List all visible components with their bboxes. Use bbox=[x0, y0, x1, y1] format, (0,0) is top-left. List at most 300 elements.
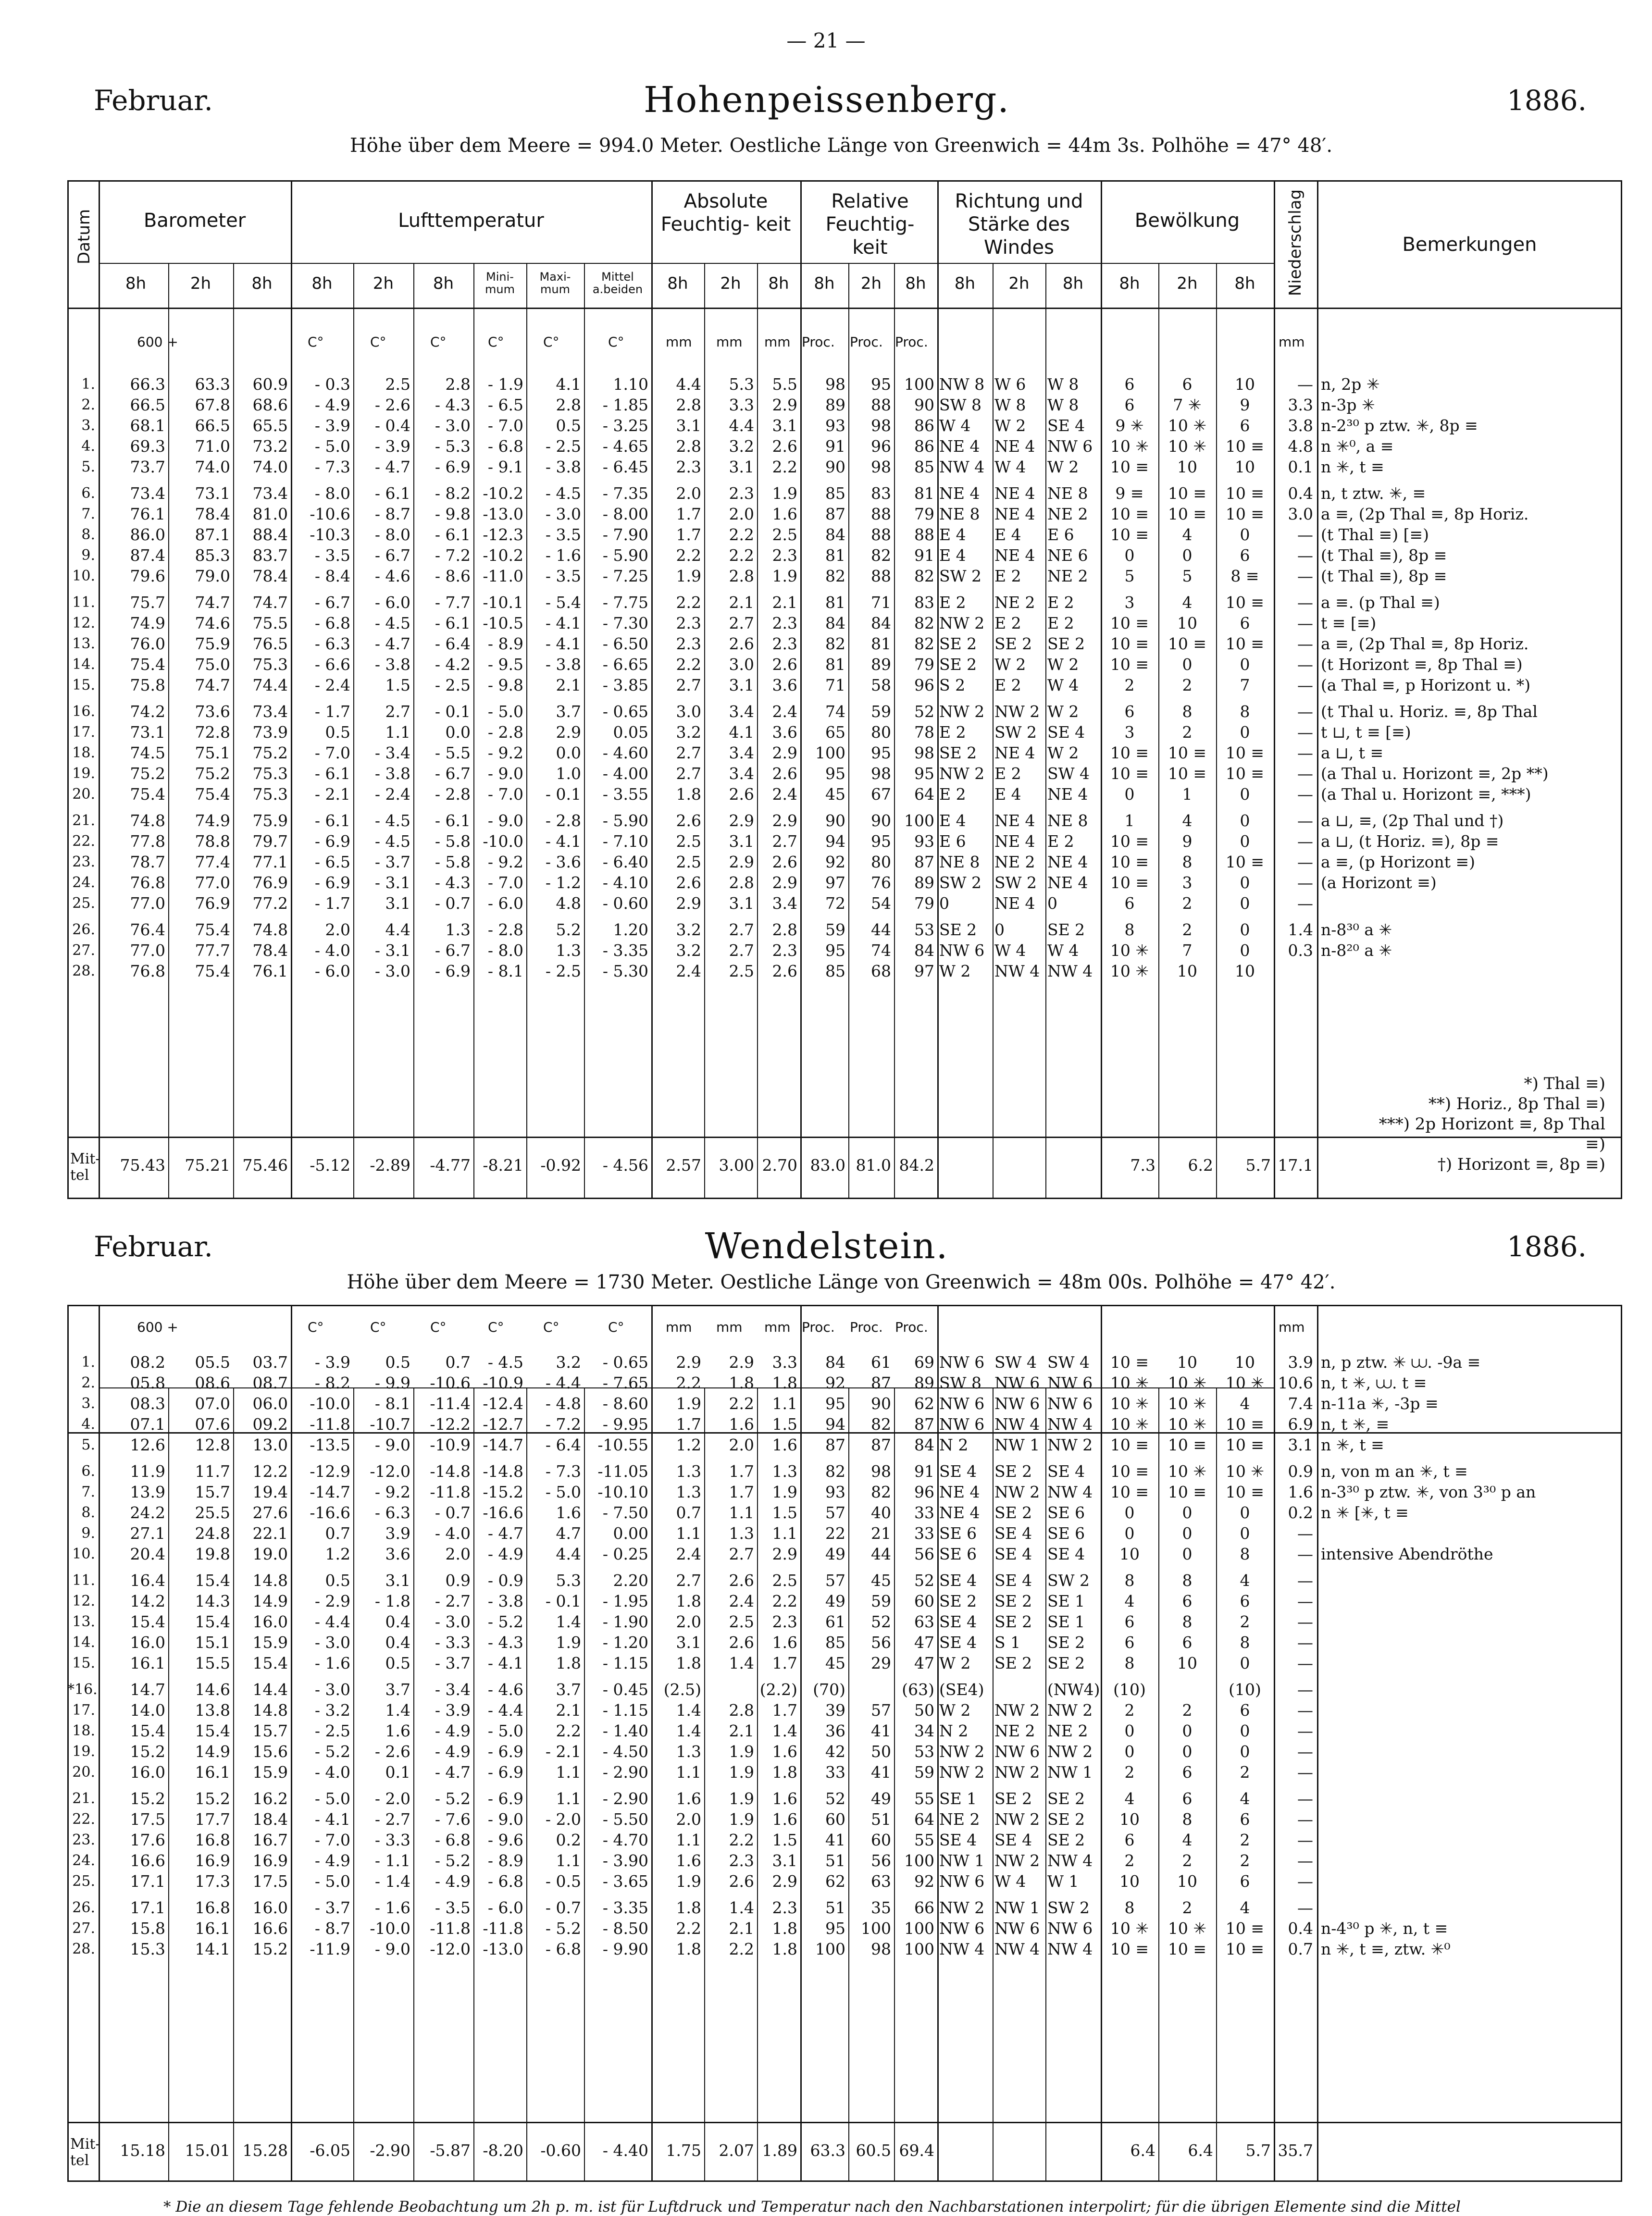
data-cell: - 3.8 bbox=[374, 764, 410, 783]
data-cell: 2.5 bbox=[676, 853, 701, 871]
data-cell: 55 bbox=[914, 1789, 934, 1808]
data-cell: - 9.8 bbox=[487, 676, 523, 694]
data-cell: 73.1 bbox=[195, 484, 230, 503]
remark-cell: n-8³⁰ a ✳ bbox=[1321, 920, 1392, 939]
data-cell: 2.7 bbox=[676, 676, 701, 694]
data-cell: 93 bbox=[914, 832, 934, 851]
data-cell: - 9.2 bbox=[487, 743, 523, 762]
data-cell: - 6.1 bbox=[374, 484, 410, 503]
data-cell: - 4.1 bbox=[545, 634, 581, 653]
data-cell: - 1.6 bbox=[374, 1898, 410, 1917]
data-cell: 1.8 bbox=[729, 1374, 754, 1392]
data-cell: 15.2 bbox=[195, 1789, 230, 1808]
data-cell: 2.0 bbox=[445, 1545, 471, 1563]
data-cell: 75.3 bbox=[252, 764, 288, 783]
data-cell: (2.2) bbox=[759, 1680, 797, 1699]
data-cell: 2.5 bbox=[729, 1612, 754, 1631]
wind-cell: W 4 bbox=[994, 1872, 1026, 1891]
data-cell: 3.0 bbox=[676, 702, 701, 721]
data-cell: -16.6 bbox=[310, 1503, 350, 1522]
remark-cell: n ✳, t ≡ bbox=[1321, 458, 1384, 476]
wind-cell: NW 6 bbox=[1047, 1374, 1093, 1392]
data-cell: 87 bbox=[914, 853, 934, 871]
data-cell: - 3.8 bbox=[545, 458, 581, 476]
data-cell: 68 bbox=[871, 962, 891, 980]
data-cell: 45 bbox=[825, 1654, 845, 1672]
wind-cell: SW 4 bbox=[1047, 1353, 1090, 1372]
data-cell: 76.4 bbox=[130, 920, 165, 939]
remark-cell: t ≡ [≡) bbox=[1321, 614, 1377, 632]
data-cell: 3.1 bbox=[385, 1571, 410, 1590]
mittel-cell: -6.05 bbox=[310, 2141, 350, 2160]
data-cell: 78 bbox=[914, 723, 934, 742]
data-cell: 15.7 bbox=[252, 1721, 288, 1740]
wind-cell: S 1 bbox=[994, 1633, 1021, 1652]
data-cell: 3.4 bbox=[729, 764, 754, 783]
data-cell: 14.8 bbox=[252, 1571, 288, 1590]
cloud-cell: 10 ✳ bbox=[1168, 437, 1207, 456]
data-cell: 0.5 bbox=[385, 1353, 410, 1372]
day-number: 11. bbox=[72, 594, 95, 611]
cloud-cell: 10 ✳ bbox=[1110, 941, 1149, 960]
data-cell: 93 bbox=[825, 1483, 845, 1501]
data-cell: - 7.30 bbox=[602, 614, 648, 632]
cloud-cell: 10 bbox=[1235, 962, 1255, 980]
wind-cell: SE 4 bbox=[1047, 1462, 1085, 1481]
data-cell: 1.0 bbox=[556, 764, 581, 783]
data-cell: - 7.7 bbox=[435, 593, 471, 612]
data-cell: 1.6 bbox=[772, 1742, 797, 1761]
data-cell: - 4.9 bbox=[314, 396, 350, 414]
sub-header: 2h bbox=[860, 274, 882, 293]
column-subdivider bbox=[1045, 263, 1046, 1199]
data-cell: 95 bbox=[825, 1919, 845, 1938]
cloud-cell: 6 bbox=[1124, 1612, 1135, 1631]
data-cell: - 6.8 bbox=[487, 1872, 523, 1891]
cloud-cell: 10 ✳ bbox=[1110, 1394, 1149, 1413]
data-cell: 15.8 bbox=[130, 1919, 165, 1938]
data-cell: 84 bbox=[914, 941, 934, 960]
data-cell: - 5.2 bbox=[435, 1789, 471, 1808]
cloud-cell: 6 bbox=[1124, 1633, 1135, 1652]
cloud-cell: 5 bbox=[1182, 567, 1192, 585]
cloud-cell: 4 bbox=[1182, 525, 1192, 544]
data-cell: - 4.5 bbox=[487, 1353, 523, 1372]
data-cell: 63.3 bbox=[195, 375, 230, 394]
cloud-cell: 10 ≡ bbox=[1110, 1462, 1149, 1481]
data-cell: 75.8 bbox=[130, 676, 165, 694]
day-number: 15. bbox=[72, 677, 95, 693]
data-cell: 100 bbox=[861, 1919, 891, 1938]
data-cell: - 0.7 bbox=[545, 1898, 581, 1917]
cloud-cell: 6 bbox=[1240, 1872, 1250, 1891]
data-cell: - 1.85 bbox=[602, 396, 648, 414]
cloud-cell: 8 bbox=[1182, 853, 1192, 871]
data-cell: 11.9 bbox=[130, 1462, 165, 1481]
data-cell: 1.9 bbox=[676, 1394, 701, 1413]
data-cell: 15.2 bbox=[252, 1940, 288, 1958]
mittel-cell: 15.01 bbox=[185, 2141, 230, 2160]
data-cell: 100 bbox=[815, 1940, 845, 1958]
cloud-cell: 0 bbox=[1240, 873, 1250, 892]
data-cell: 74.6 bbox=[195, 614, 230, 632]
column-divider bbox=[1317, 1305, 1318, 2182]
cloud-cell: 0 bbox=[1240, 1503, 1250, 1522]
year-label: 1886. bbox=[1507, 84, 1587, 117]
wind-cell: W 4 bbox=[1047, 941, 1079, 960]
precip-cell: — bbox=[1297, 785, 1313, 804]
wind-cell: SE 2 bbox=[1047, 1810, 1085, 1829]
day-number: 27. bbox=[72, 942, 95, 959]
cloud-cell: 10 ≡ bbox=[1110, 764, 1149, 783]
data-cell: -12.0 bbox=[430, 1940, 471, 1958]
data-cell: - 4.9 bbox=[435, 1872, 471, 1891]
data-cell: - 1.4 bbox=[374, 1872, 410, 1891]
maximum-header: Maxi- mum bbox=[539, 270, 571, 296]
data-cell: 74.7 bbox=[195, 593, 230, 612]
data-cell: - 4.70 bbox=[602, 1831, 648, 1849]
data-cell: 0.0 bbox=[556, 743, 581, 762]
data-cell: 1.10 bbox=[613, 375, 648, 394]
data-cell: 29 bbox=[871, 1654, 891, 1672]
data-cell: - 0.25 bbox=[602, 1545, 648, 1563]
data-cell: - 6.4 bbox=[545, 1436, 581, 1454]
day-number: 23. bbox=[72, 1832, 95, 1848]
data-cell: - 0.7 bbox=[435, 894, 471, 913]
data-cell: 2.8 bbox=[445, 375, 471, 394]
data-cell: - 9.9 bbox=[374, 1374, 410, 1392]
data-cell: 69 bbox=[914, 1353, 934, 1372]
data-cell: - 7.50 bbox=[602, 1503, 648, 1522]
data-cell: 51 bbox=[871, 1810, 891, 1829]
remark-cell: intensive Abendröthe bbox=[1321, 1545, 1493, 1563]
data-cell: 82 bbox=[871, 1483, 891, 1501]
data-cell: 2.6 bbox=[729, 634, 754, 653]
data-cell: 1.9 bbox=[676, 1872, 701, 1891]
wind-cell: NW 1 bbox=[994, 1898, 1040, 1917]
wind-cell: NE 4 bbox=[994, 505, 1035, 523]
data-cell: 47 bbox=[914, 1654, 934, 1672]
data-cell: 2.7 bbox=[676, 764, 701, 783]
data-cell: - 6.7 bbox=[314, 593, 350, 612]
data-cell: 5.3 bbox=[556, 1571, 581, 1590]
data-cell: 67 bbox=[871, 785, 891, 804]
data-cell: 1.3 bbox=[676, 1462, 701, 1481]
data-cell: 1.8 bbox=[772, 1763, 797, 1782]
cloud-cell: 0 bbox=[1240, 1524, 1250, 1543]
data-cell: 90 bbox=[825, 811, 845, 830]
data-cell: - 8.6 bbox=[435, 567, 471, 585]
data-cell: 1.7 bbox=[676, 1415, 701, 1434]
wind-cell: NE 4 bbox=[994, 743, 1035, 762]
data-cell: - 0.65 bbox=[602, 1353, 648, 1372]
data-cell: 1.8 bbox=[676, 785, 701, 804]
data-cell: 17.5 bbox=[130, 1810, 165, 1829]
cloud-cell: 0 bbox=[1124, 1721, 1135, 1740]
data-cell: 92 bbox=[914, 1872, 934, 1891]
cloud-cell: 7 bbox=[1182, 941, 1192, 960]
cloud-cell: 10 ≡ bbox=[1110, 853, 1149, 871]
mittel-cell: 75.21 bbox=[185, 1156, 230, 1175]
unit-label: C° bbox=[488, 1319, 504, 1335]
data-cell: -12.4 bbox=[483, 1394, 523, 1413]
cloud-cell: 1 bbox=[1124, 811, 1135, 830]
data-cell: - 2.6 bbox=[374, 1742, 410, 1761]
data-cell: 73.4 bbox=[252, 702, 288, 721]
data-cell: 1.6 bbox=[772, 505, 797, 523]
data-cell: 59 bbox=[914, 1763, 934, 1782]
data-cell: - 8.9 bbox=[487, 1851, 523, 1870]
cloud-cell: 2 bbox=[1182, 920, 1192, 939]
data-cell: - 0.9 bbox=[487, 1571, 523, 1590]
cloud-cell: 7 ✳ bbox=[1173, 396, 1202, 414]
data-cell: - 1.20 bbox=[602, 1633, 648, 1652]
header-divider bbox=[99, 263, 1274, 264]
day-number: 24. bbox=[72, 1852, 95, 1869]
unit-label: 600 + bbox=[137, 334, 178, 350]
data-cell: - 4.1 bbox=[545, 614, 581, 632]
cloud-cell: 4 bbox=[1240, 1394, 1250, 1413]
cloud-cell: 5 bbox=[1124, 567, 1135, 585]
wind-cell: SW 4 bbox=[1047, 764, 1090, 783]
precip-cell: — bbox=[1297, 1851, 1313, 1870]
data-cell: - 4.10 bbox=[602, 873, 648, 892]
data-cell: - 3.55 bbox=[602, 785, 648, 804]
data-cell: 5.3 bbox=[729, 375, 754, 394]
data-cell: 55 bbox=[914, 1831, 934, 1849]
cloud-cell: 4 bbox=[1240, 1789, 1250, 1808]
data-cell: 100 bbox=[904, 811, 934, 830]
data-cell: 75.1 bbox=[195, 743, 230, 762]
data-cell: 96 bbox=[914, 676, 934, 694]
unit-label: Proc. bbox=[850, 334, 883, 350]
data-cell: - 6.8 bbox=[314, 614, 350, 632]
data-cell: - 7.75 bbox=[602, 593, 648, 612]
data-cell: 16.4 bbox=[130, 1571, 165, 1590]
cloud-cell: 4 bbox=[1240, 1898, 1250, 1917]
data-cell: 98 bbox=[871, 458, 891, 476]
data-cell: 2.1 bbox=[556, 676, 581, 694]
wind-cell: W 2 bbox=[994, 416, 1026, 435]
data-cell: - 5.8 bbox=[435, 853, 471, 871]
data-cell: - 3.5 bbox=[314, 546, 350, 565]
data-cell: 95 bbox=[825, 941, 845, 960]
data-cell: 17.6 bbox=[130, 1831, 165, 1849]
cloud-cell: 10 ✳ bbox=[1225, 1374, 1265, 1392]
data-cell: 76.1 bbox=[130, 505, 165, 523]
wind-cell: NW 2 bbox=[1047, 1436, 1093, 1454]
footnote: * Die an diesem Tage fehlende Beobachtung um 2h p. m. ist für Luftdruck und Temperatur nach den Nachbarstationen interpolirt; für die übrigen Elemente sind die Mittel bbox=[163, 2198, 1461, 2216]
data-cell: 2.9 bbox=[772, 1545, 797, 1563]
precip-cell: — bbox=[1297, 593, 1313, 612]
data-cell: 82 bbox=[871, 546, 891, 565]
remark-cell: (t Thal u. Horiz. ≡, 8p Thal bbox=[1321, 702, 1538, 721]
cloud-cell: 1 bbox=[1182, 785, 1192, 804]
data-cell: 2.8 bbox=[729, 1701, 754, 1720]
data-cell: - 1.15 bbox=[602, 1654, 648, 1672]
cloud-cell: 10 ≡ bbox=[1110, 525, 1149, 544]
data-cell: 74.8 bbox=[252, 920, 288, 939]
wind-cell: NW 6 bbox=[939, 1872, 985, 1891]
wind-cell: SW 2 bbox=[1047, 1898, 1090, 1917]
data-cell: 98 bbox=[825, 375, 845, 394]
wind-cell: NE 8 bbox=[939, 505, 980, 523]
wind-cell: SE 2 bbox=[1047, 1654, 1085, 1672]
data-cell: - 6.9 bbox=[314, 873, 350, 892]
data-cell: 27.1 bbox=[130, 1524, 165, 1543]
data-cell: - 3.65 bbox=[602, 1872, 648, 1891]
data-cell: -11.05 bbox=[597, 1462, 648, 1481]
precip-cell: 0.3 bbox=[1288, 941, 1313, 960]
data-cell: 79.7 bbox=[252, 832, 288, 851]
wind-cell: NW 4 bbox=[1047, 962, 1093, 980]
data-cell: 2.1 bbox=[729, 1919, 754, 1938]
cloud-cell: 4 bbox=[1182, 1831, 1192, 1849]
data-cell: 1.9 bbox=[729, 1789, 754, 1808]
data-cell: 15.4 bbox=[195, 1612, 230, 1631]
cloud-cell: 10 ✳ bbox=[1168, 1394, 1207, 1413]
wind-cell: NE 2 bbox=[1047, 505, 1088, 523]
data-cell: 75.9 bbox=[252, 811, 288, 830]
precip-cell: — bbox=[1297, 1831, 1313, 1849]
cloud-cell: 7 bbox=[1240, 676, 1250, 694]
data-cell: 1.6 bbox=[676, 1789, 701, 1808]
wind-cell: SE 4 bbox=[1047, 1545, 1085, 1563]
wind-cell: NE 4 bbox=[994, 832, 1035, 851]
remark-cell: n-3³⁰ p ztw. ✳, von 3³⁰ p an bbox=[1321, 1483, 1536, 1501]
precip-cell: — bbox=[1297, 375, 1313, 394]
cloud-cell: 10 ≡ bbox=[1110, 655, 1149, 674]
data-cell: 2.0 bbox=[729, 1436, 754, 1454]
data-cell: -12.9 bbox=[310, 1462, 350, 1481]
wind-cell: W 1 bbox=[1047, 1872, 1079, 1891]
unit-label: mm bbox=[1279, 1319, 1305, 1335]
data-cell: - 2.0 bbox=[545, 1810, 581, 1829]
data-cell: 14.3 bbox=[195, 1592, 230, 1610]
cloud-cell: 0 bbox=[1124, 546, 1135, 565]
data-cell: 77.0 bbox=[195, 873, 230, 892]
cloud-cell: 2 bbox=[1240, 1851, 1250, 1870]
data-cell: -11.8 bbox=[310, 1415, 350, 1434]
cloud-cell: 10 bbox=[1177, 1353, 1197, 1372]
data-cell: 75.5 bbox=[252, 614, 288, 632]
data-cell: -11.8 bbox=[430, 1919, 471, 1938]
data-cell: -10.0 bbox=[370, 1919, 410, 1938]
data-cell: 19.0 bbox=[252, 1545, 288, 1563]
data-cell: 2.6 bbox=[772, 962, 797, 980]
data-cell: - 2.1 bbox=[545, 1742, 581, 1761]
data-cell: - 2.4 bbox=[314, 676, 350, 694]
data-cell: 85 bbox=[825, 962, 845, 980]
data-cell: 62 bbox=[825, 1872, 845, 1891]
data-cell: - 5.0 bbox=[487, 1721, 523, 1740]
cloud-cell: 10 ≡ bbox=[1110, 873, 1149, 892]
data-cell: 50 bbox=[914, 1701, 934, 1720]
data-cell: - 9.1 bbox=[487, 458, 523, 476]
cloud-cell: 6 bbox=[1240, 614, 1250, 632]
mittel-cell: 6.2 bbox=[1188, 1156, 1213, 1175]
data-cell: 14.6 bbox=[195, 1680, 230, 1699]
data-cell: - 3.8 bbox=[374, 655, 410, 674]
data-cell: 3.3 bbox=[729, 396, 754, 414]
day-number: 2. bbox=[81, 1374, 95, 1391]
data-cell: - 4.7 bbox=[487, 1524, 523, 1543]
cloud-cell: 10 ≡ bbox=[1225, 634, 1265, 653]
data-cell: - 4.1 bbox=[487, 1654, 523, 1672]
data-cell: 69.3 bbox=[130, 437, 165, 456]
cloud-cell: 0 bbox=[1240, 1654, 1250, 1672]
wind-cell: SW 2 bbox=[939, 567, 982, 585]
rel-feuchtigkeit-header: Relative Feuchtig- keit bbox=[825, 190, 915, 259]
cloud-cell: 10 ≡ bbox=[1225, 743, 1265, 762]
data-cell: 73.1 bbox=[130, 723, 165, 742]
data-cell: 1.1 bbox=[556, 1789, 581, 1808]
data-cell: 87 bbox=[825, 1436, 845, 1454]
data-cell: 79.6 bbox=[130, 567, 165, 585]
data-cell: - 8.0 bbox=[374, 525, 410, 544]
data-cell: 2.6 bbox=[676, 873, 701, 892]
data-cell: - 6.9 bbox=[487, 1763, 523, 1782]
data-cell: - 8.60 bbox=[602, 1394, 648, 1413]
data-cell: 2.7 bbox=[729, 1545, 754, 1563]
data-cell: 2.0 bbox=[325, 920, 350, 939]
wind-cell: SW 2 bbox=[994, 873, 1037, 892]
data-cell: 16.6 bbox=[252, 1919, 288, 1938]
data-cell: - 6.8 bbox=[545, 1940, 581, 1958]
data-cell: 1.8 bbox=[676, 1940, 701, 1958]
wind-cell: NW 6 bbox=[939, 1394, 985, 1413]
mittel-cell: -2.89 bbox=[370, 1156, 410, 1175]
wind-cell: NW 2 bbox=[939, 614, 985, 632]
wind-cell: NE 4 bbox=[994, 546, 1035, 565]
data-cell: 79.0 bbox=[195, 567, 230, 585]
data-cell: - 6.7 bbox=[374, 546, 410, 565]
data-cell: 1.8 bbox=[556, 1654, 581, 1672]
footnote-key: ≡) bbox=[1585, 1135, 1605, 1154]
remark-cell: (a Thal u. Horizont ≡, ***) bbox=[1321, 785, 1531, 804]
unit-label: Proc. bbox=[802, 334, 835, 350]
data-cell: 85.3 bbox=[195, 546, 230, 565]
wind-cell: W 4 bbox=[994, 941, 1026, 960]
data-cell: - 5.90 bbox=[602, 546, 648, 565]
wind-cell: W 2 bbox=[939, 1654, 971, 1672]
wind-cell: NW 4 bbox=[939, 458, 985, 476]
data-cell: 16.1 bbox=[130, 1654, 165, 1672]
cloud-cell: 6 bbox=[1124, 1831, 1135, 1849]
data-cell: - 4.5 bbox=[374, 614, 410, 632]
data-cell: 15.2 bbox=[130, 1742, 165, 1761]
data-cell: 74.9 bbox=[195, 811, 230, 830]
data-cell: 89 bbox=[914, 1374, 934, 1392]
cloud-cell: (10) bbox=[1229, 1680, 1261, 1699]
data-cell: 75.4 bbox=[195, 962, 230, 980]
remark-cell: (t Horizont ≡, 8p Thal ≡) bbox=[1321, 655, 1523, 674]
data-cell: 2.2 bbox=[772, 458, 797, 476]
data-cell: - 7.0 bbox=[487, 873, 523, 892]
data-cell: 33 bbox=[914, 1503, 934, 1522]
data-cell: 2.7 bbox=[676, 743, 701, 762]
data-cell: 88 bbox=[871, 567, 891, 585]
data-cell: 11.7 bbox=[195, 1462, 230, 1481]
precip-cell: 0.4 bbox=[1288, 484, 1313, 503]
unit-label: Proc. bbox=[895, 334, 928, 350]
data-cell: - 1.15 bbox=[602, 1701, 648, 1720]
data-cell: - 2.9 bbox=[314, 1592, 350, 1610]
sub-header: 8h bbox=[125, 274, 147, 293]
data-cell: 1.7 bbox=[729, 1462, 754, 1481]
precip-cell: 3.0 bbox=[1288, 505, 1313, 523]
data-cell: -11.8 bbox=[483, 1919, 523, 1938]
